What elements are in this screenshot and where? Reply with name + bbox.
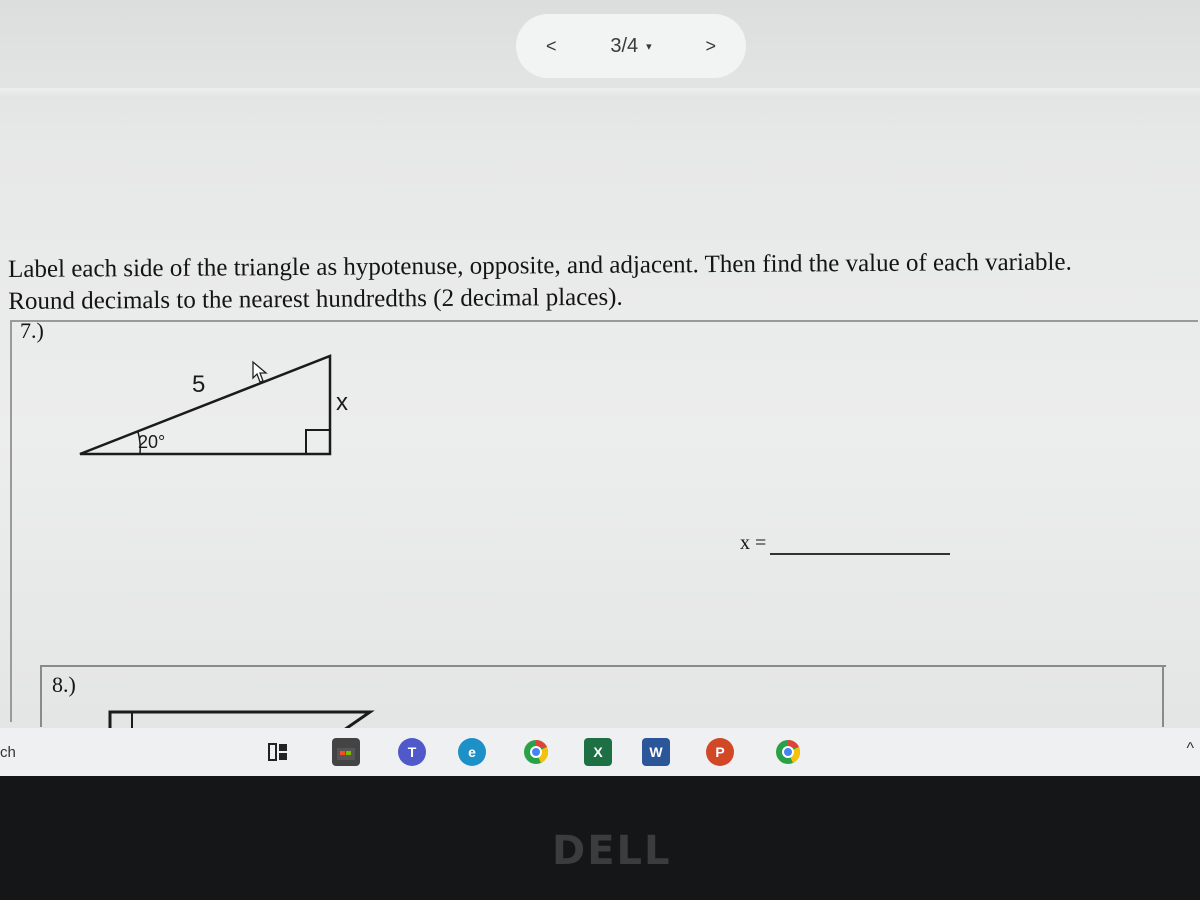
question-8-number: 8.) [52,672,76,697]
box-border-right [1162,667,1164,727]
brand-logo: DELL [552,828,672,874]
teams-icon[interactable]: T [398,738,426,766]
tray-expand-icon[interactable]: ^ [1186,740,1194,757]
hypotenuse-label: 5 [192,371,206,398]
task-view-icon[interactable] [264,738,292,766]
right-angle-mark [306,430,330,454]
angle-label: 20° [138,432,166,452]
page-top-edge [0,88,1200,98]
question-7-number: 7.) [20,318,44,343]
instructions-line-2: Round decimals to the nearest hundredths (2 decimal places). [8,283,623,315]
worksheet-page [0,248,1200,728]
side-x-label: x [336,389,348,416]
store-icon[interactable] [332,738,360,766]
answer-blank[interactable] [770,537,950,555]
excel-icon[interactable]: X [584,738,612,766]
powerpoint-icon[interactable]: P [706,738,734,766]
edge-icon[interactable]: e [458,738,486,766]
search-box-text[interactable]: ch [0,744,16,761]
chrome-icon[interactable] [774,738,802,766]
chevron-down-icon: ▾ [646,40,652,53]
page-indicator: 3/4 [610,34,639,57]
instructions [8,247,1072,318]
next-page-button[interactable]: > [705,35,716,56]
word-icon[interactable]: W [642,738,670,766]
answer-label: x = [740,532,767,554]
chrome-icon[interactable] [522,738,550,766]
page-navigation [516,14,746,78]
problem-divider [40,665,1166,667]
triangle-diagram [60,344,360,464]
previous-page-button[interactable]: < [546,35,557,56]
triangle-8-partial [108,708,378,728]
instructions-line-1: Label each side of the triangle as hypotenuse, opposite, and adjacent. Then find the value of each variable. [8,248,1072,283]
taskbar [0,728,1200,776]
mouse-cursor-icon [245,360,269,386]
answer-x [740,532,950,555]
box-border-left [40,667,42,727]
page-selector[interactable] [610,35,651,58]
